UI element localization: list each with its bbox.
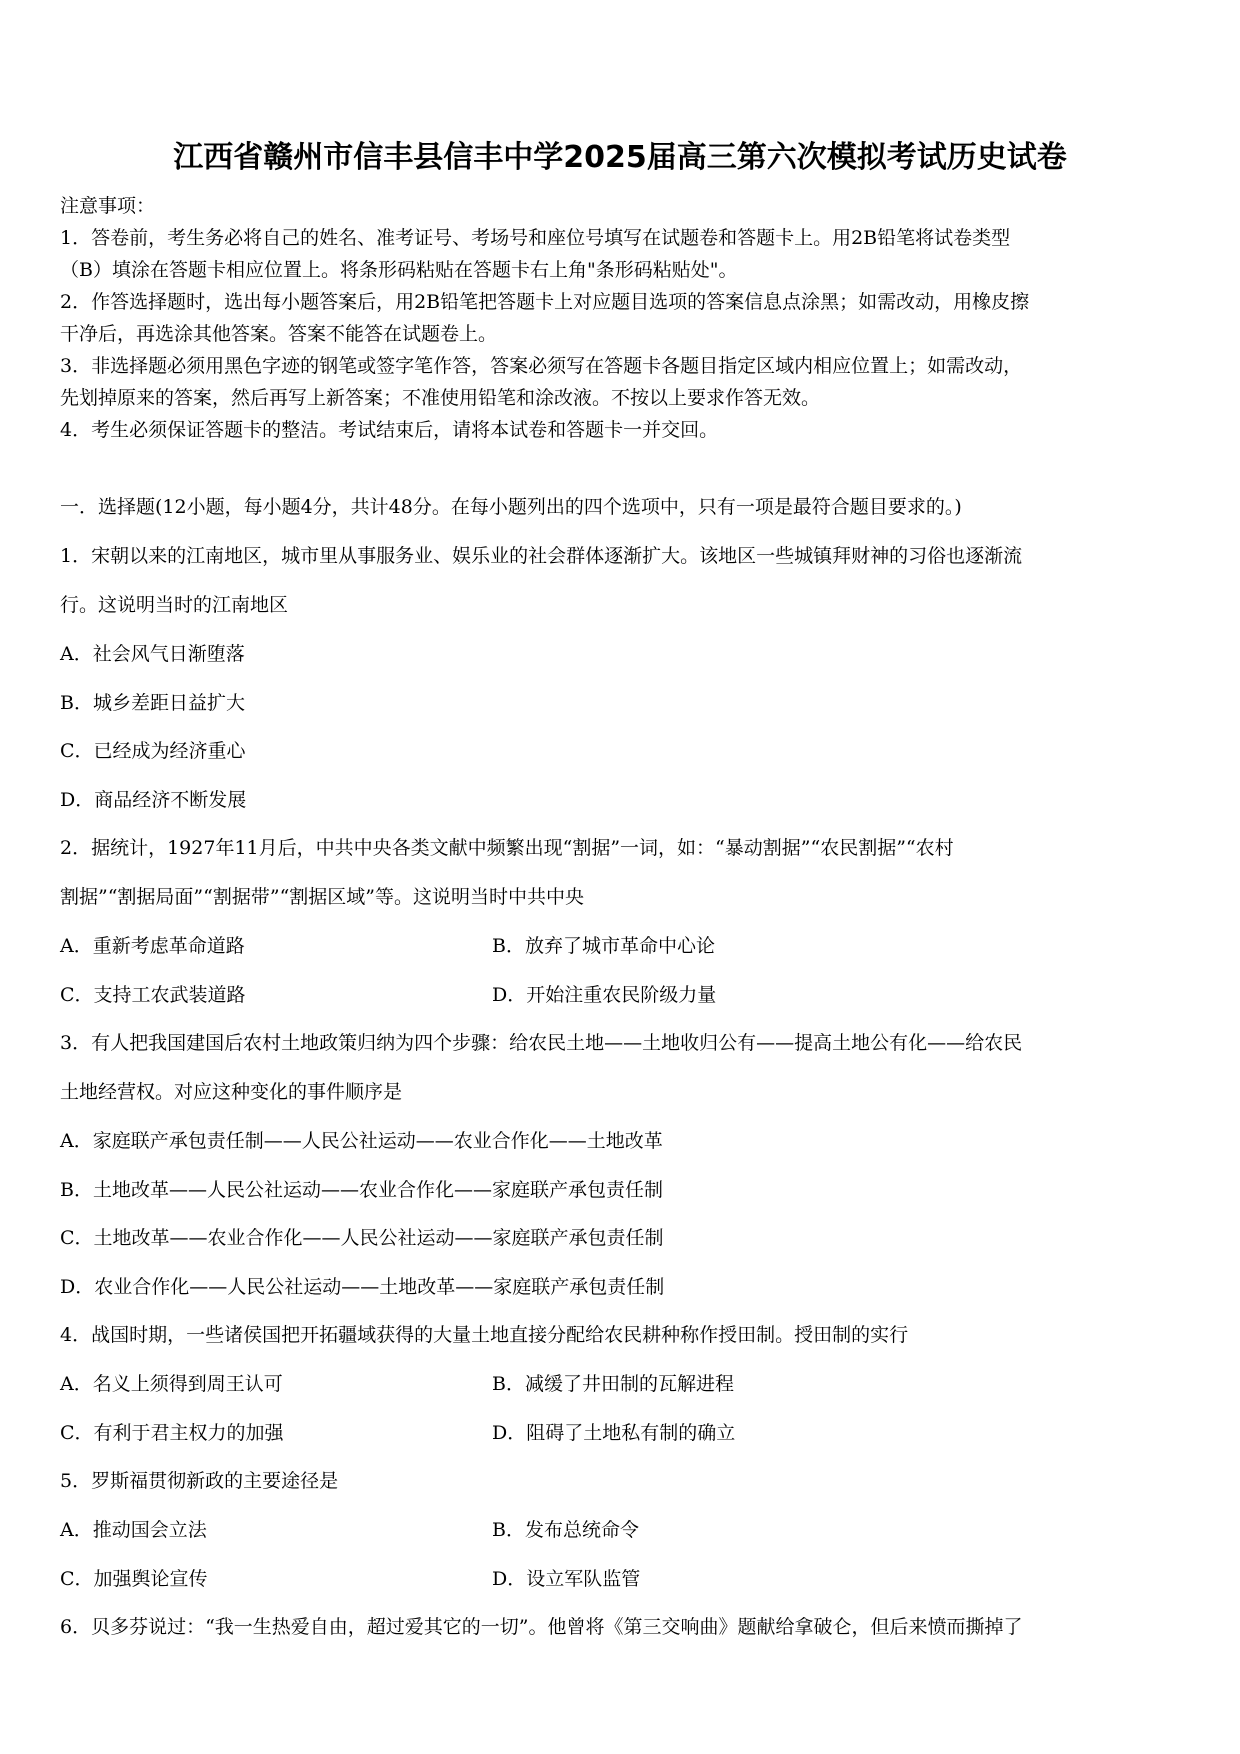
question-stem: 土地经营权。对应这种变化的事件顺序是	[60, 1081, 403, 1103]
option-row	[60, 1506, 1190, 1555]
question-stem: 行。这说明当时的江南地区	[60, 594, 289, 616]
question-3	[60, 1019, 1190, 1311]
option-b: B．城乡差距日益扩大	[60, 691, 245, 714]
option-row	[60, 922, 1190, 971]
question-1	[60, 532, 1190, 824]
option-d: D．开始注重农民阶级力量	[492, 983, 717, 1006]
notice-line: 先划掉原来的答案，然后再写上新答案；不准使用铅笔和涂改液。不按以上要求作答无效。	[60, 387, 821, 409]
option-c: C．支持工农武装道路	[60, 983, 246, 1006]
question-2	[60, 824, 1190, 1019]
option-c: C．土地改革——农业合作化——人民公社运动——家庭联产承包责任制	[60, 1227, 664, 1249]
question-5	[60, 1457, 1190, 1603]
notice-line: 干净后，再选涂其他答案。答案不能答在试题卷上。	[60, 323, 498, 345]
option-row	[60, 971, 1190, 1020]
option-c: C．加强舆论宣传	[60, 1567, 208, 1590]
choice-section	[60, 483, 1190, 1652]
question-stem: 6．贝多芬说过：“我一生热爱自由，超过爱其它的一切”。他曾将《第三交响曲》题献给拿破仑，但后来愤而撕掉了	[60, 1616, 1023, 1638]
question-6	[60, 1603, 1190, 1652]
option-d: D．商品经济不断发展	[60, 788, 247, 811]
option-d: D．农业合作化——人民公社运动——土地改革——家庭联产承包责任制	[60, 1275, 665, 1298]
question-4	[60, 1311, 1190, 1457]
option-a: A．名义上须得到周王认可	[60, 1373, 283, 1395]
option-a: A．家庭联产承包责任制——人民公社运动——农业合作化——土地改革	[60, 1130, 663, 1152]
option-row	[60, 1555, 1190, 1604]
notice-line: （B）填涂在答题卡相应位置上。将条形码粘贴在答题卡右上角"条形码粘贴处"。	[60, 259, 738, 281]
option-c: C．已经成为经济重心	[60, 740, 246, 762]
notice-line: 3．非选择题必须用黑色字迹的钢笔或签字笔作答，答案必须写在答题卡各题目指定区域内相应位置上；如需改动，	[60, 355, 1023, 377]
notice-line: 2．作答选择题时，选出每小题答案后，用2B铅笔把答题卡上对应题目选项的答案信息点涂黑；如需改动，用橡皮擦	[60, 291, 1030, 313]
option-a: A．重新考虑革命道路	[60, 935, 245, 957]
question-stem: 3．有人把我国建国后农村土地政策归纳为四个步骤：给农民土地——土地收归公有——提高土地公有化——给农民	[60, 1032, 1023, 1054]
option-d: D．设立军队监管	[492, 1567, 641, 1590]
option-a: A．推动国会立法	[60, 1519, 207, 1541]
section-heading: 一．选择题(12小题，每小题4分，共计48分。在每小题列出的四个选项中，只有一项是最符合题目要求的。)	[60, 496, 962, 518]
option-a: A．社会风气日渐堕落	[60, 643, 245, 665]
question-stem: 5．罗斯福贯彻新政的主要途径是	[60, 1470, 339, 1492]
option-b: B．放弃了城市革命中心论	[492, 935, 715, 957]
page-title: 江西省赣州市信丰县信丰中学2025届高三第六次模拟考试历史试卷	[173, 140, 1067, 175]
option-b: B．减缓了井田制的瓦解进程	[492, 1373, 734, 1395]
option-d: D．阻碍了土地私有制的确立	[492, 1421, 736, 1444]
question-stem: 4．战国时期，一些诸侯国把开拓疆域获得的大量土地直接分配给农民耕种称作授田制。授田制的实行	[60, 1324, 909, 1346]
question-stem: 2．据统计，1927年11月后，中共中央各类文献中频繁出现“割据”一词，如：“暴动割据”“农民割据”“农村	[60, 837, 954, 859]
question-stem: 割据”“割据局面”“割据带”“割据区域”等。这说明当时中共中央	[60, 886, 584, 908]
notice-line: 4．考生必须保证答题卡的整洁。考试结束后，请将本试卷和答题卡一并交回。	[60, 419, 719, 441]
option-b: B．发布总统命令	[492, 1519, 639, 1541]
option-c: C．有利于君主权力的加强	[60, 1421, 284, 1444]
option-row	[60, 1360, 1190, 1409]
notice-heading: 注意事项：	[60, 195, 156, 217]
notice-line: 1．答卷前，考生务必将自己的姓名、准考证号、考场号和座位号填写在试题卷和答题卡上。用2B铅笔将试卷类型	[60, 227, 1011, 249]
question-stem: 1．宋朝以来的江南地区，城市里从事服务业、娱乐业的社会群体逐渐扩大。该地区一些城镇拜财神的习俗也逐渐流	[60, 545, 1023, 567]
option-b: B．土地改革——人民公社运动——农业合作化——家庭联产承包责任制	[60, 1178, 663, 1201]
notice-block	[60, 190, 1180, 446]
option-row	[60, 1409, 1190, 1458]
